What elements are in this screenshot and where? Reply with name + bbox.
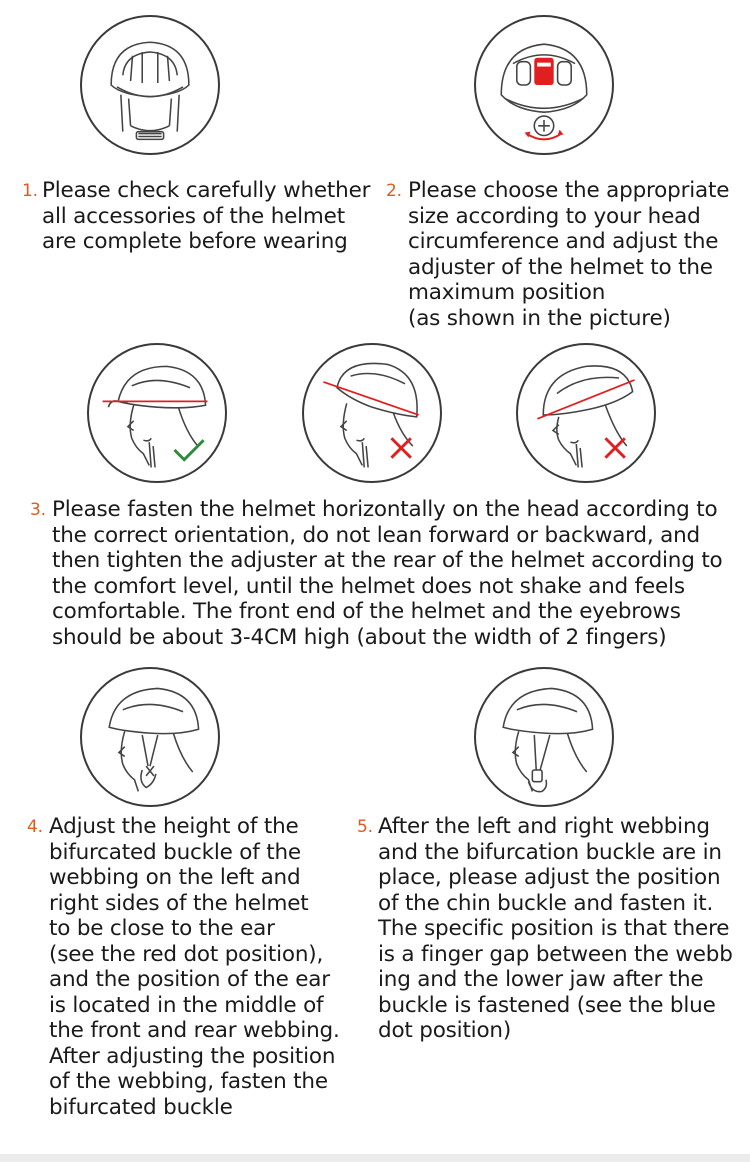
step-2-line: circumference and adjust the [408, 229, 719, 254]
step-4-line: Adjust the height of the [49, 814, 299, 839]
step-1-line: all accessories of the helmet [42, 203, 345, 229]
chin-buckle-fasten-illustration [474, 667, 614, 807]
step-5-line: place, please adjust the position [378, 865, 721, 890]
step-3 [30, 497, 745, 650]
helmet-tilted-forward-illustration [516, 343, 656, 483]
bottom-divider [0, 1154, 750, 1162]
helmet-horizontal-correct-illustration [87, 343, 227, 483]
step-1 [22, 178, 377, 255]
step-3-number: 3. [30, 500, 46, 520]
step-5-line: and the bifurcation buckle are in [378, 839, 722, 865]
step-4-line: bifurcated buckle [49, 1094, 233, 1120]
step-4-line: (see the red dot position), [49, 941, 324, 967]
step-3-line: the correct orientation, do not lean forward or backward, and [52, 522, 701, 548]
step-4-line: to be close to the ear [49, 916, 275, 941]
step-5 [357, 814, 747, 1044]
step-2-line: maximum position [408, 280, 606, 305]
step-5-line: ing and the lower jaw after the [378, 967, 704, 992]
step-3-line: Please fasten the helmet horizontally on the head according to [52, 497, 718, 522]
step-5-line: of the chin buckle and fasten it. [378, 890, 714, 916]
step-2-line: adjuster of the helmet to the [408, 254, 713, 280]
step-3-line: should be about 3-4CM high (about the width of 2 fingers) [52, 624, 667, 650]
step-4-line: of the webbing, fasten the [49, 1069, 328, 1094]
step-4-line: bifurcated buckle of the [49, 839, 301, 865]
step-5-line: is a finger gap between the webb [378, 941, 733, 967]
step-5-line: The specific position is that there [378, 916, 730, 941]
step-4 [27, 814, 357, 1120]
step-5-number: 5. [357, 817, 373, 837]
helmet-tilted-back-illustration [302, 343, 442, 483]
step-5-line: buckle is fastened (see the blue [378, 992, 716, 1018]
step-4-line: and the position of the ear [49, 967, 330, 992]
helmet-accessories-illustration [80, 15, 220, 155]
side-buckle-adjust-illustration [80, 667, 220, 807]
step-4-line: After adjusting the position [49, 1043, 336, 1069]
step-4-line: is located in the middle of [49, 992, 324, 1018]
step-2-line: (as shown in the picture) [408, 305, 671, 331]
step-2-number: 2. [386, 181, 402, 201]
step-3-line: comfortable. The front end of the helmet and the eyebrows [52, 599, 681, 624]
step-3-line: the comfort level, until the helmet does not shake and feels [52, 573, 685, 599]
step-4-number: 4. [27, 817, 43, 837]
step-5-line: dot position) [378, 1018, 512, 1043]
step-4-line: right sides of the helmet [49, 890, 309, 916]
step-5-line: After the left and right webbing [378, 814, 710, 839]
helmet-adjuster-illustration [474, 15, 614, 155]
step-2-line: Please choose the appropriate [408, 178, 730, 203]
step-1-line: Please check carefully whether [42, 178, 371, 203]
step-3-line: then tighten the adjuster at the rear of the helmet according to [52, 548, 723, 573]
step-2-line: size according to your head [408, 203, 701, 229]
step-1-number: 1. [22, 181, 38, 201]
step-4-line: webbing on the left and [49, 865, 301, 890]
step-2 [386, 178, 746, 331]
step-1-line: are complete before wearing [42, 229, 348, 254]
step-4-line: the front and rear webbing. [49, 1018, 340, 1043]
